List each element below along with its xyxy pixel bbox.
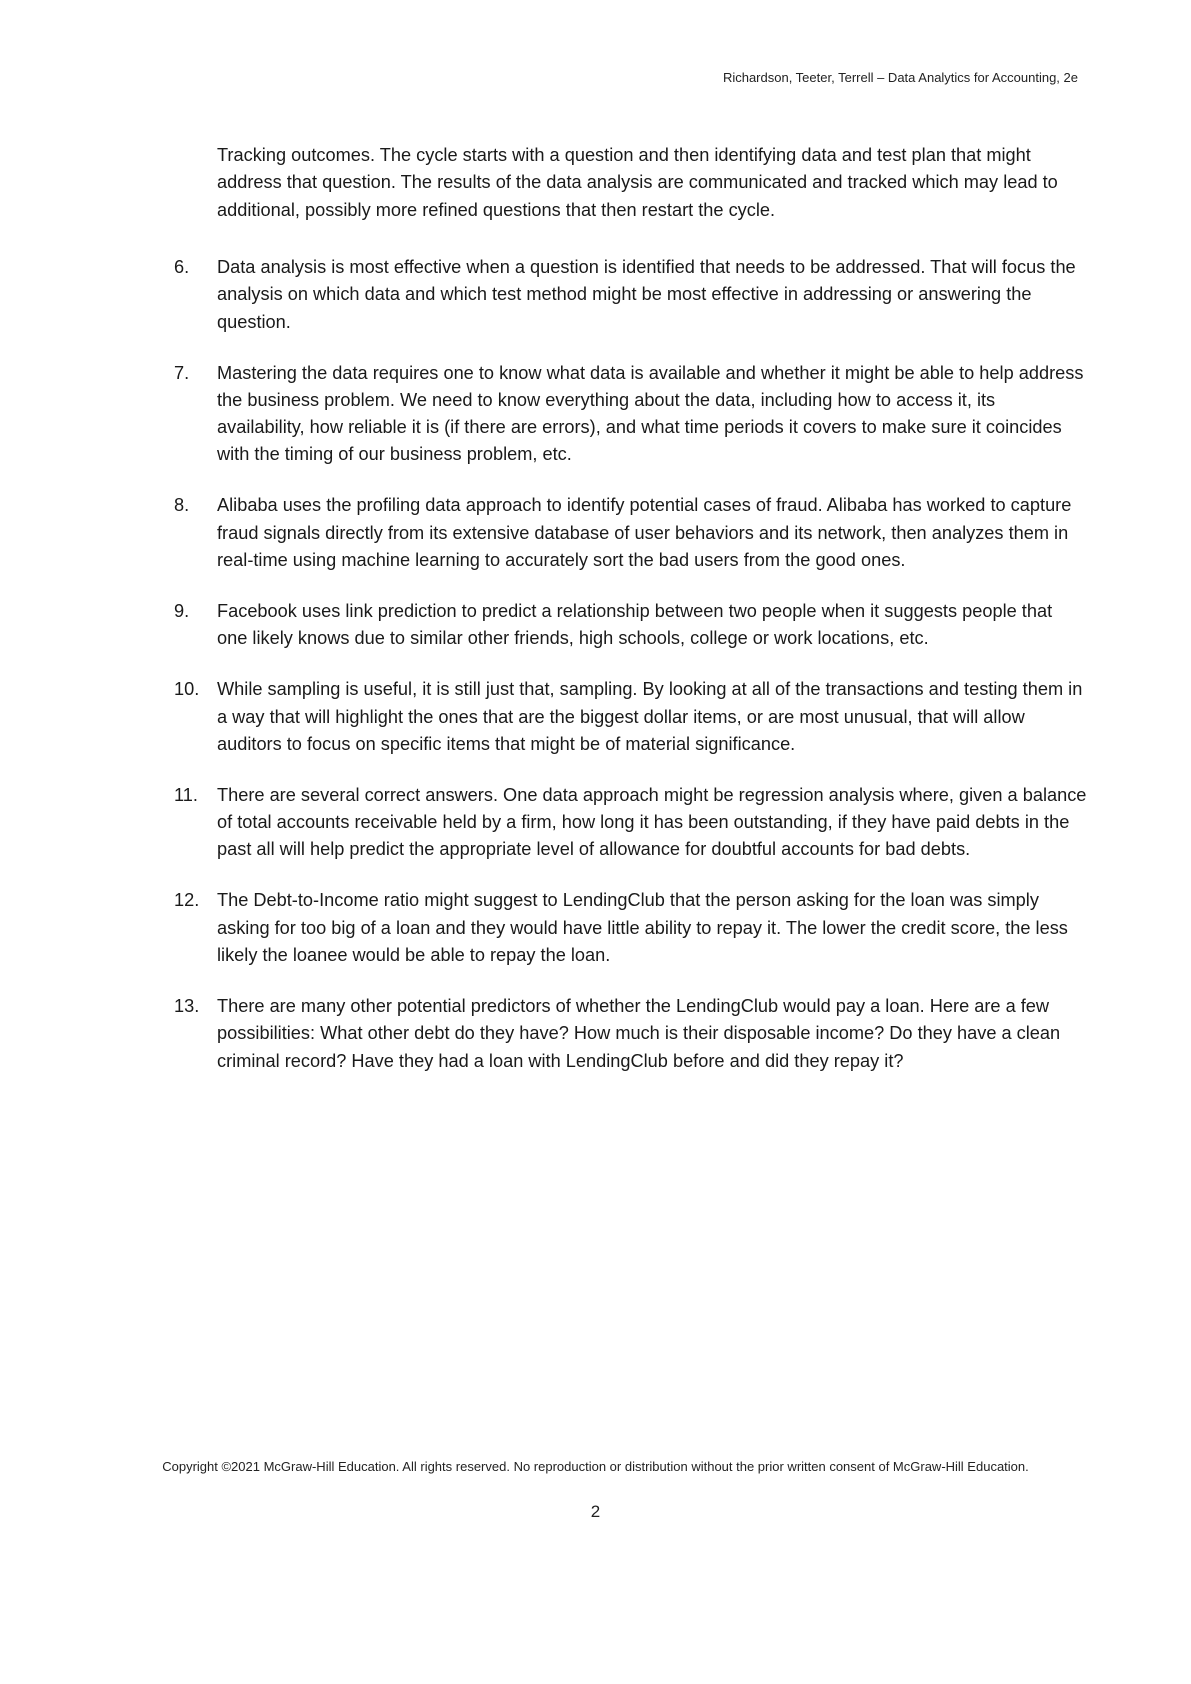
list-item-number: 9. xyxy=(174,601,190,622)
list-item-number: 11. xyxy=(174,784,198,805)
list-item xyxy=(174,492,1087,574)
list-item-text: Facebook uses link prediction to predict a relationship between two people when it suggests people that one likely knows due to similar other friends, high schools, college or work locations, etc. xyxy=(217,601,1053,649)
list-item-number: 10. xyxy=(174,679,200,700)
list-item-number: 8. xyxy=(174,495,190,516)
list-item-text: There are many other potential predictors of whether the LendingClub would pay a loan. Here are a few possibilities: What other debt do they have? How much is their disposable income? Do they have a clean criminal record? Have they had a loan with LendingClub before and did they repay it? xyxy=(217,996,1061,1071)
list-item-text: Mastering the data requires one to know what data is available and whether it might be able to help address the business problem. We need to know everything about the data, including how to access it, its availability, how reliable it is (if there are errors), and what time periods it covers to make sure it coincides with the timing of our business problem, etc. xyxy=(217,362,1084,465)
list-item-number: 6. xyxy=(174,257,190,277)
list-item xyxy=(174,598,1087,653)
copyright-footer: Copyright ©2021 McGraw-Hill Education. All rights reserved. No reproduction or distribution without the prior written consent of McGraw-Hill Education. xyxy=(162,1459,1029,1474)
list-item-number: 7. xyxy=(174,362,190,383)
list-item-text: Data analysis is most effective when a question is identified that needs to be addressed. That will focus the analysis on which data and which test method might be most effective in addressing or answering the question. xyxy=(217,257,1076,332)
list-item-number: 12. xyxy=(174,890,200,911)
list-item xyxy=(174,782,1087,864)
page-number: 2 xyxy=(590,1502,601,1521)
list-item xyxy=(174,993,1087,1075)
list-item-text: The Debt-to-Income ratio might suggest to LendingClub that the person asking for the loan was simply asking for too big of a loan and they would have little ability to repay it. The lower the credit score, the less likely the loanee would be able to repay the loan. xyxy=(217,890,1068,966)
answer-list xyxy=(174,254,1087,1099)
list-item xyxy=(174,360,1087,469)
list-item-text: There are several correct answers. One data approach might be regression analysis where, given a balance of total accounts receivable held by a firm, how long it has been outstanding, if they have paid debts in the past all will help predict the appropriate level of allowance for doubtful accounts for bad debts. xyxy=(217,784,1087,860)
list-item-text: Alibaba uses the profiling data approach to identify potential cases of fraud. Alibaba has worked to capture fraud signals directly from its extensive database of user behaviors and its network, then analyzes them in real-time using machine learning to accurately sort the bad users from the good ones. xyxy=(217,495,1072,571)
list-item xyxy=(174,887,1087,969)
running-header: Richardson, Teeter, Terrell – Data Analytics for Accounting, 2e xyxy=(722,70,1078,85)
list-item-text: While sampling is useful, it is still just that, sampling. By looking at all of the transactions and testing them in a way that will highlight the ones that are the biggest dollar items, or are most unusual, that will allow auditors to focus on specific items that might be of material significance. xyxy=(217,679,1083,754)
continuation-paragraph: Tracking outcomes. The cycle starts with a question and then identifying data and test plan that might address that question. The results of the data analysis are communicated and tracked which may lead to additional, possibly more refined questions that then restart the cycle. xyxy=(217,145,1058,220)
list-item xyxy=(174,254,1087,336)
list-item xyxy=(174,676,1087,758)
list-item-number: 13. xyxy=(174,996,200,1017)
